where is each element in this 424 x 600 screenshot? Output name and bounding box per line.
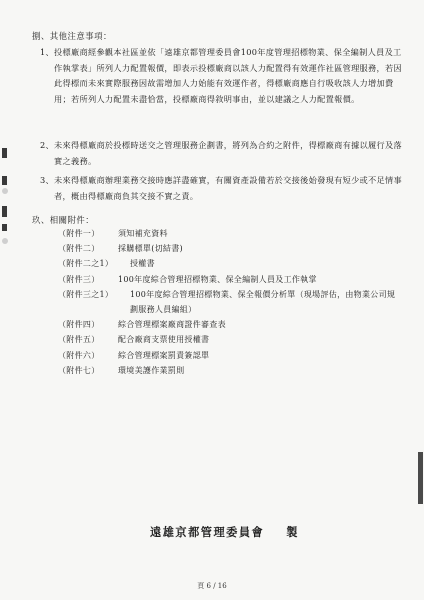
attachment-item <box>58 348 400 363</box>
scan-edge-mark <box>2 224 7 231</box>
punch-hole <box>2 238 8 244</box>
attachment-title: 100年度綜合管理招標物業、保全編制人員及工作執掌 <box>118 274 317 284</box>
attachment-item <box>58 317 400 332</box>
note-item <box>40 138 406 169</box>
attachment-tag: （附件六） <box>58 350 100 360</box>
attachment-tag: （附件七） <box>58 365 100 375</box>
attachment-tag: （附件四） <box>58 320 100 330</box>
scan-edge-mark <box>2 206 7 217</box>
attachment-item <box>58 287 400 317</box>
attachment-title: 綜合管理標案罰責簽認單 <box>118 350 210 360</box>
attachment-title: 100年度綜合管理招標物業、保全報價分析單（現場評估，由物業公司規劃服務人員編組） <box>130 289 396 315</box>
scan-edge-mark <box>2 148 7 158</box>
note-text: 未來得標廠商辦理業務交接時應詳盡確實，有關資產設備若於交接後始發現有短少或不足情事者，概由得標廠商負其交接不實之責。 <box>54 175 402 201</box>
attachment-item <box>58 256 400 271</box>
signoff-made: 製 <box>286 527 299 539</box>
section-heading: 捌、其他注意事項： <box>32 31 112 41</box>
note-number: 1、 <box>40 47 54 57</box>
attachment-item <box>58 363 400 378</box>
attachment-title: 配合廠商支票使用授權書 <box>118 335 210 345</box>
attachment-tag: （附件二之1） <box>58 259 114 269</box>
attachment-title: 須知補充資料 <box>118 229 168 238</box>
signoff <box>150 524 299 540</box>
attachments-heading: 玖、相關附件： <box>32 215 95 225</box>
attachment-tag: （附件三之1） <box>58 289 114 299</box>
attachment-item <box>58 241 400 256</box>
punch-hole <box>2 188 8 194</box>
note-text: 未來得標廠商於投標時送交之管理服務企劃書，將列為合約之附件，得標廠商有據以履行及落實之義務。 <box>54 140 402 166</box>
signoff-organization: 遠雄京都管理委員會 <box>150 527 265 539</box>
scan-edge-mark <box>2 176 7 185</box>
attachment-tag: （附件五） <box>58 335 100 345</box>
attachment-tag: （附件一） <box>58 229 100 238</box>
attachment-title: 綜合管理標案廠商證件審查表 <box>118 320 226 330</box>
page-number: 頁 6 / 16 <box>197 582 227 590</box>
attachment-title: 採購標單(切結書) <box>118 244 183 254</box>
attachment-title: 環境美護作業罰則 <box>118 365 185 375</box>
note-item <box>40 173 406 204</box>
attachment-title: 授權書 <box>130 259 155 269</box>
attachment-tag: （附件二） <box>58 244 100 254</box>
attachment-tag: （附件三） <box>58 274 100 284</box>
note-number: 2、 <box>40 140 54 150</box>
note-text: 投標廠商經參觀本社區並依「遠雄京都管理委員會100年度管理招標物業、保全編制人員及工作執掌表」所列人力配置報價，即表示投標廠商以該人力配置得有效運作社區管理服務，若因此得標而未來實際服務因故需增加人力始能有效運作者，得標廠商應自行吸收該人力增加費用；若所列人力配置未盡恰當，投標廠商得敘明事由，並以建議之人力配置報價。 <box>54 47 402 104</box>
attachment-item <box>58 272 400 287</box>
attachment-item <box>58 332 400 347</box>
attachment-list <box>58 226 400 378</box>
note-number: 3、 <box>40 175 54 185</box>
side-stamp <box>418 452 423 504</box>
note-item <box>40 45 406 107</box>
attachment-item <box>58 226 400 241</box>
